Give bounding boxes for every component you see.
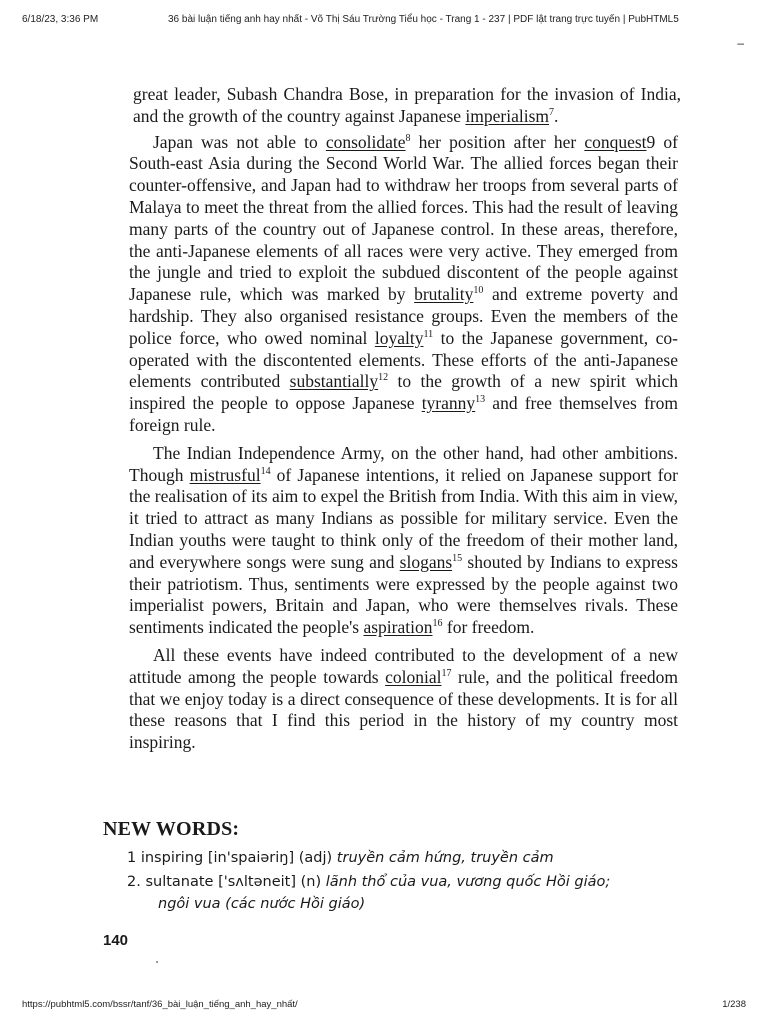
- footnote-ref: 16: [432, 618, 443, 630]
- vocab-word-aspiration: aspiration: [363, 617, 433, 638]
- text-run: her position after her: [410, 131, 585, 152]
- new-word-number: 2.: [127, 874, 141, 890]
- print-url: https://pubhtml5.com/bssr/tanf/36_bài_luận_tiếng_anh_hay_nhất/: [22, 999, 298, 1010]
- vocab-word-slogans: slogans: [399, 551, 453, 572]
- vocab-word-brutality: brutality: [414, 284, 474, 305]
- vocab-word-loyalty: loyalty: [374, 327, 424, 348]
- footnote-ref: 10: [473, 285, 484, 297]
- footnote-ref: 15: [452, 552, 463, 564]
- print-timestamp: 6/18/23, 3:36 PM: [22, 14, 99, 25]
- scan-speck: [156, 961, 158, 963]
- new-word-meaning-continued: ngôi vua (các nước Hồi giáo): [158, 896, 366, 912]
- text-run: The Indian Independence Army, on the other hand, had other ambitions. Though: [129, 442, 678, 485]
- document-page: [0, 84, 768, 754]
- text-run: 9 of South-east Asia during the Second World War. The allied forces began their counter-offensive, and Japan had to withdraw her troops from several parts of Malaya to meet the threat from the allied forces. This had the result of leaving many parts of the country out of Japanese control. In these areas, therefore, the anti-Japanese elements of all races were very active. They emerged from the jungle and tried to exploit the subdued discontent of the people against Japanese rule, which was marked by: [129, 131, 679, 305]
- paragraph-3: [129, 443, 678, 639]
- print-page-title: 36 bài luận tiếng anh hay nhất - Võ Thị Sáu Trường Tiểu học - Trang 1 - 237 | PDF lật trang trực tuyến | PubHTML5: [168, 14, 679, 25]
- new-word-entry: sultanate ['sʌltəneit] (n): [145, 874, 322, 890]
- vocab-word-consolidate: consolidate: [325, 131, 406, 152]
- text-run: to the growth of a new spirit which inspired the people to oppose Japanese: [129, 371, 679, 414]
- text-run: Japan was not able to: [153, 131, 326, 152]
- footnote-ref: 17: [441, 667, 452, 679]
- text-run: rule, and the political freedom that we enjoy today is a direct consequence of these developments. It is for all these reasons that I find this period in the history of my country most inspiring.: [129, 666, 678, 753]
- text-run: to the Japanese government, co-operated with the discontented elements. These efforts of the anti-Japanese elements contributed: [129, 327, 678, 392]
- text-run: great leader, Subash Chandra Bose, in preparation for the invasion of India, and the growth of the country against Japanese: [133, 84, 681, 126]
- new-words-list: [127, 847, 687, 917]
- new-word-item: [127, 871, 687, 915]
- new-word-item: [127, 847, 687, 869]
- vocab-word-substantially: substantially: [289, 371, 379, 392]
- vocab-word-colonial: colonial: [385, 666, 442, 687]
- new-word-meaning: truyền cảm hứng, truyền cảm: [336, 850, 554, 866]
- footnote-ref: 12: [378, 372, 389, 384]
- new-word-entry: inspiring [in'spaiəriŋ] (adj): [140, 850, 333, 866]
- minimize-dash: –: [737, 36, 744, 50]
- text-run: of Japanese intentions, it relied on Japanese support for the realisation of its aim to expel the British from India. With this aim in view, it tried to attract as many Indians as possible for military service. Even the Indian youths were taught to think only of the freedom of their mother land, and everywhere songs were sung and: [129, 464, 678, 572]
- text-run: All these events have indeed contributed to the development of a new attitude among the people towards: [129, 644, 678, 687]
- vocab-word-conquest: conquest: [584, 131, 647, 152]
- vocab-word-tyranny: tyranny: [421, 393, 476, 414]
- text-run: shouted by Indians to express their patriotism. Thus, sentiments were expressed by the people against two imperialist powers, Britain and Japan, who were themselves rivals. These sentiments indicated the people's: [129, 551, 678, 638]
- footnote-ref: 7: [549, 106, 555, 118]
- vocab-word-imperialism: imperialism: [465, 105, 550, 126]
- footnote-ref: 14: [260, 465, 271, 477]
- new-word-number: 1: [127, 850, 137, 866]
- print-page-count: 1/238: [722, 999, 746, 1010]
- text-run: .: [554, 105, 559, 126]
- footnote-ref: 8: [405, 132, 411, 144]
- text-run: and extreme poverty and hardship. They also organised resistance groups. Even the members of the police force, who owed nominal: [129, 284, 678, 348]
- text-run: and free themselves from foreign rule.: [129, 393, 678, 435]
- paragraph-2: [129, 132, 678, 437]
- new-word-meaning: lãnh thổ của vua, vương quốc Hồi giáo;: [325, 874, 611, 890]
- text-run: for freedom.: [442, 617, 535, 638]
- footnote-ref: 13: [475, 394, 486, 406]
- footnote-ref: 11: [423, 328, 434, 340]
- new-words-heading: NEW WORDS:: [103, 818, 240, 840]
- page-number: 140: [103, 932, 129, 949]
- paragraph-1: [133, 84, 681, 128]
- vocab-word-mistrusful: mistrusful: [189, 464, 261, 485]
- paragraph-4: [129, 645, 678, 754]
